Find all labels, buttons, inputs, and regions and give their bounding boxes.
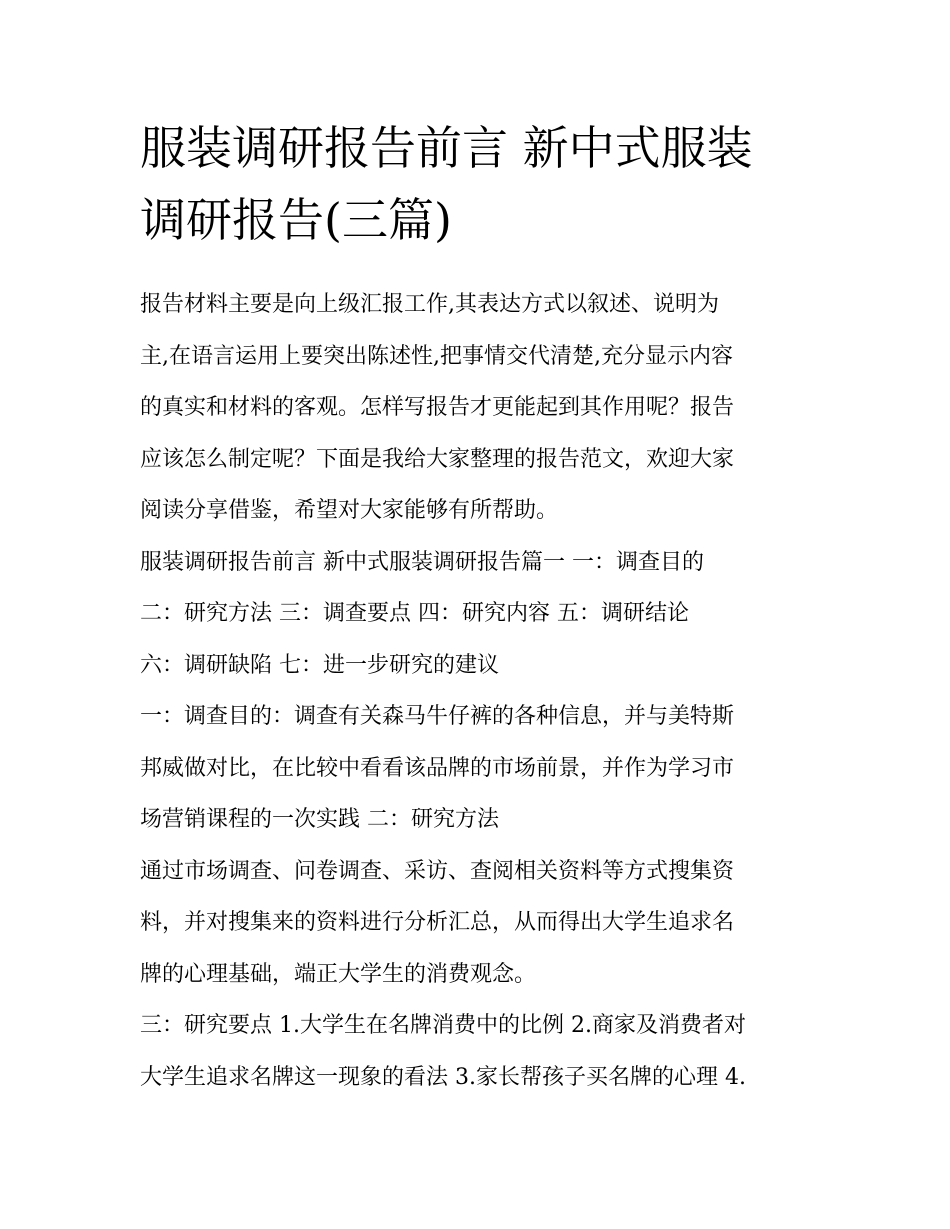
body-line: 阅读分享借鉴，希望对大家能够有所帮助。 bbox=[140, 498, 559, 523]
body-line: 报告材料主要是向上级汇报工作,其表达方式以叙述、说明为 bbox=[140, 292, 719, 317]
body-line: 的真实和材料的客观。怎样写报告才更能起到其作用呢？报告 bbox=[140, 395, 735, 420]
title-line: 调研报告(三篇) bbox=[140, 193, 452, 247]
body-line: 六：调研缺陷 七：进一步研究的建议 bbox=[140, 652, 499, 678]
body-line: 服装调研报告前言 新中式服装调研报告篇一 一：调查目的 bbox=[140, 549, 704, 575]
body-line: 通过市场调查、问卷调查、采访、查阅相关资料等方式搜集资 bbox=[140, 858, 735, 884]
body-line: 主,在语言运用上要突出陈述性,把事情交代清楚,充分显示内容 bbox=[140, 343, 733, 369]
document-title bbox=[140, 112, 820, 256]
body-line: 邦威做对比，在比较中看看该品牌的市场前景，并作为学习市 bbox=[140, 755, 735, 781]
body-line: 大学生追求名牌这一现象的看法 3.家长帮孩子买名牌的心理 4. bbox=[140, 1064, 746, 1090]
body-line: 料，并对搜集来的资料进行分析汇总，从而得出大学生追求名 bbox=[140, 910, 735, 935]
body-line: 一：调查目的：调查有关森马牛仔裤的各种信息，并与美特斯 bbox=[140, 704, 735, 729]
body-line: 三：研究要点 1.大学生在名牌消费中的比例 2.商家及消费者对 bbox=[140, 1013, 746, 1038]
body-line: 场营销课程的一次实践 二：研究方法 bbox=[140, 807, 499, 832]
title-line: 服装调研报告前言 新中式服装 bbox=[140, 121, 753, 175]
body-line: 二：研究方法 三：调查要点 四：研究内容 五：调研结论 bbox=[140, 601, 689, 626]
document-body bbox=[140, 279, 830, 1103]
body-line: 应该怎么制定呢？下面是我给大家整理的报告范文，欢迎大家 bbox=[140, 446, 735, 472]
body-line: 牌的心理基础，端正大学生的消费观念。 bbox=[140, 961, 537, 987]
